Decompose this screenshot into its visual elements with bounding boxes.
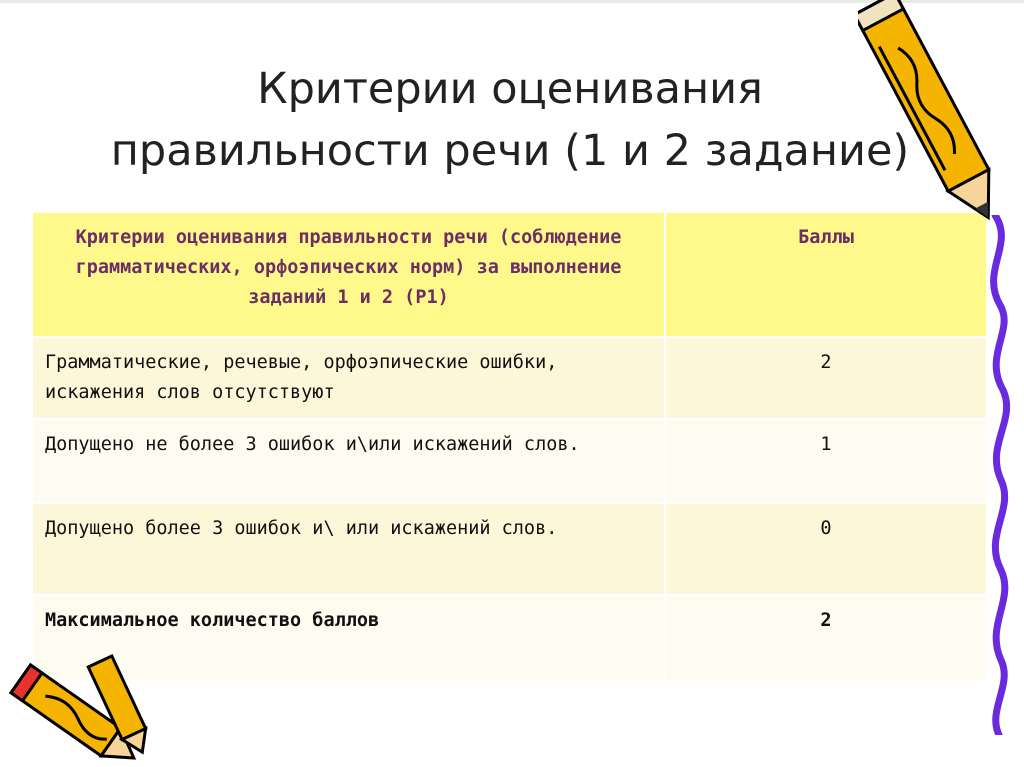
criteria-table [33, 213, 986, 682]
pencils-icon [0, 650, 160, 767]
page-title [60, 58, 960, 182]
table-row-total [33, 595, 986, 681]
points-cell: 2 [665, 595, 986, 681]
header-points: Баллы [665, 213, 986, 337]
points-cell: 2 [665, 337, 986, 419]
title-line-1: Критерии оценивания [257, 64, 763, 114]
table-row [33, 337, 986, 419]
squiggle-decoration [975, 215, 1020, 735]
table-row [33, 503, 986, 595]
title-line-2: правильности речи (1 и 2 задание) [110, 126, 910, 176]
table-header-row [33, 213, 986, 337]
criterion-cell: Допущено более 3 ошибок и\ или искажений слов. [33, 503, 665, 595]
pencil-icon [858, 0, 1008, 240]
points-cell: 1 [665, 419, 986, 503]
criterion-cell: Максимальное количество баллов [33, 595, 665, 681]
points-cell: 0 [665, 503, 986, 595]
criterion-cell: Грамматические, речевые, орфоэпические ошибки, искажения слов отсутствуют [33, 337, 665, 419]
criterion-cell: Допущено не более 3 ошибок и\или искажений слов. [33, 419, 665, 503]
header-criteria: Критерии оценивания правильности речи (соблюдение грамматических, орфоэпических норм) за выполнение заданий 1 и 2 (Р1) [33, 213, 665, 337]
table-row [33, 419, 986, 503]
